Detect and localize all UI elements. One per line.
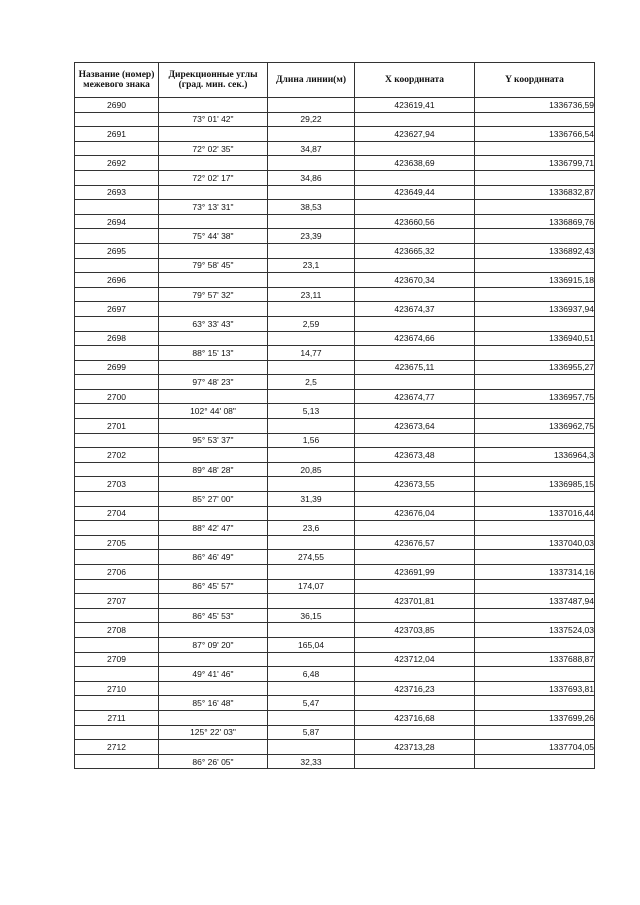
cell-angle: 86° 26' 05" bbox=[159, 754, 268, 769]
cell-point bbox=[75, 112, 159, 127]
cell-x bbox=[355, 170, 475, 185]
cell-x bbox=[355, 696, 475, 711]
cell-y: 1336799,71 bbox=[475, 156, 595, 171]
table-row bbox=[75, 170, 595, 185]
cell-length: 23,1 bbox=[268, 258, 355, 273]
coordinates-table bbox=[74, 62, 595, 769]
cell-x: 423676,57 bbox=[355, 535, 475, 550]
cell-x bbox=[355, 287, 475, 302]
cell-y bbox=[475, 375, 595, 390]
cell-y bbox=[475, 608, 595, 623]
cell-length bbox=[268, 710, 355, 725]
cell-angle bbox=[159, 594, 268, 609]
table-row bbox=[75, 462, 595, 477]
cell-length: 1,56 bbox=[268, 433, 355, 448]
cell-angle bbox=[159, 156, 268, 171]
cell-angle: 87° 09' 20" bbox=[159, 637, 268, 652]
table-row bbox=[75, 185, 595, 200]
cell-x: 423673,55 bbox=[355, 477, 475, 492]
cell-y: 1336962,75 bbox=[475, 419, 595, 434]
table-row bbox=[75, 360, 595, 375]
cell-length: 165,04 bbox=[268, 637, 355, 652]
header-point: Название (номер) межевого знака bbox=[75, 63, 159, 98]
header-angle: Дирекционные углы (град. мин. сек.) bbox=[159, 63, 268, 98]
cell-length: 34,86 bbox=[268, 170, 355, 185]
cell-y bbox=[475, 696, 595, 711]
cell-angle bbox=[159, 535, 268, 550]
cell-length bbox=[268, 389, 355, 404]
cell-y: 1336892,43 bbox=[475, 243, 595, 258]
cell-x bbox=[355, 492, 475, 507]
cell-length: 5,87 bbox=[268, 725, 355, 740]
cell-x: 423675,11 bbox=[355, 360, 475, 375]
cell-x: 423649,44 bbox=[355, 185, 475, 200]
cell-angle: 85° 27' 00" bbox=[159, 492, 268, 507]
cell-point bbox=[75, 316, 159, 331]
cell-point bbox=[75, 170, 159, 185]
cell-y bbox=[475, 200, 595, 215]
cell-x bbox=[355, 346, 475, 361]
cell-length: 20,85 bbox=[268, 462, 355, 477]
cell-length bbox=[268, 127, 355, 142]
table-row bbox=[75, 594, 595, 609]
cell-point: 2709 bbox=[75, 652, 159, 667]
table-row bbox=[75, 652, 595, 667]
cell-y bbox=[475, 462, 595, 477]
cell-length: 23,11 bbox=[268, 287, 355, 302]
cell-length: 174,07 bbox=[268, 579, 355, 594]
cell-y: 1336937,94 bbox=[475, 302, 595, 317]
cell-length: 5,47 bbox=[268, 696, 355, 711]
table-row bbox=[75, 112, 595, 127]
table-row bbox=[75, 200, 595, 215]
cell-point: 2695 bbox=[75, 243, 159, 258]
cell-point: 2699 bbox=[75, 360, 159, 375]
cell-length bbox=[268, 623, 355, 638]
table-row bbox=[75, 477, 595, 492]
cell-y: 1337487,94 bbox=[475, 594, 595, 609]
table-row bbox=[75, 710, 595, 725]
cell-length bbox=[268, 214, 355, 229]
table-row bbox=[75, 521, 595, 536]
cell-length bbox=[268, 535, 355, 550]
cell-point bbox=[75, 696, 159, 711]
cell-x: 423703,85 bbox=[355, 623, 475, 638]
cell-x bbox=[355, 316, 475, 331]
cell-y: 1337704,05 bbox=[475, 740, 595, 755]
cell-y: 1336955,27 bbox=[475, 360, 595, 375]
cell-length bbox=[268, 273, 355, 288]
cell-x: 423713,28 bbox=[355, 740, 475, 755]
cell-point bbox=[75, 492, 159, 507]
cell-angle bbox=[159, 360, 268, 375]
cell-x bbox=[355, 433, 475, 448]
cell-point bbox=[75, 754, 159, 769]
cell-y: 1337314,16 bbox=[475, 565, 595, 580]
cell-length: 31,39 bbox=[268, 492, 355, 507]
cell-point: 2706 bbox=[75, 565, 159, 580]
cell-point bbox=[75, 550, 159, 565]
cell-angle bbox=[159, 652, 268, 667]
cell-point bbox=[75, 141, 159, 156]
cell-angle: 86° 45' 57" bbox=[159, 579, 268, 594]
cell-point bbox=[75, 462, 159, 477]
cell-y: 1337524,03 bbox=[475, 623, 595, 638]
cell-length: 274,55 bbox=[268, 550, 355, 565]
cell-point bbox=[75, 229, 159, 244]
table-row bbox=[75, 448, 595, 463]
cell-y bbox=[475, 141, 595, 156]
cell-angle bbox=[159, 477, 268, 492]
cell-angle bbox=[159, 623, 268, 638]
cell-length: 34,87 bbox=[268, 141, 355, 156]
table-row bbox=[75, 346, 595, 361]
cell-angle: 86° 46' 49" bbox=[159, 550, 268, 565]
cell-y bbox=[475, 433, 595, 448]
cell-y bbox=[475, 579, 595, 594]
cell-length: 2,5 bbox=[268, 375, 355, 390]
cell-x bbox=[355, 404, 475, 419]
cell-y: 1337040,03 bbox=[475, 535, 595, 550]
header-length: Длина линии(м) bbox=[268, 63, 355, 98]
cell-y: 1337688,87 bbox=[475, 652, 595, 667]
cell-angle bbox=[159, 127, 268, 142]
table-row bbox=[75, 419, 595, 434]
cell-point: 2703 bbox=[75, 477, 159, 492]
cell-angle: 86° 45' 53" bbox=[159, 608, 268, 623]
cell-angle bbox=[159, 98, 268, 113]
cell-length bbox=[268, 360, 355, 375]
cell-y: 1336832,87 bbox=[475, 185, 595, 200]
cell-angle: 73° 01' 42" bbox=[159, 112, 268, 127]
cell-angle: 63° 33' 43" bbox=[159, 316, 268, 331]
cell-length bbox=[268, 506, 355, 521]
cell-y bbox=[475, 754, 595, 769]
cell-angle bbox=[159, 331, 268, 346]
cell-angle: 89° 48' 28" bbox=[159, 462, 268, 477]
cell-x: 423619,41 bbox=[355, 98, 475, 113]
table-row bbox=[75, 302, 595, 317]
table-row bbox=[75, 375, 595, 390]
table-row bbox=[75, 550, 595, 565]
cell-x bbox=[355, 462, 475, 477]
cell-y bbox=[475, 316, 595, 331]
cell-angle: 49° 41' 46" bbox=[159, 667, 268, 682]
table-row bbox=[75, 725, 595, 740]
cell-y bbox=[475, 112, 595, 127]
cell-angle: 95° 53' 37" bbox=[159, 433, 268, 448]
table-row bbox=[75, 287, 595, 302]
cell-length: 29,22 bbox=[268, 112, 355, 127]
table-row bbox=[75, 156, 595, 171]
cell-y bbox=[475, 492, 595, 507]
cell-y: 1336940,51 bbox=[475, 331, 595, 346]
cell-y: 1337016,44 bbox=[475, 506, 595, 521]
cell-point: 2705 bbox=[75, 535, 159, 550]
cell-point bbox=[75, 346, 159, 361]
table-row bbox=[75, 433, 595, 448]
cell-angle bbox=[159, 273, 268, 288]
cell-x: 423674,77 bbox=[355, 389, 475, 404]
cell-point: 2701 bbox=[75, 419, 159, 434]
cell-y: 1337699,26 bbox=[475, 710, 595, 725]
cell-angle bbox=[159, 506, 268, 521]
cell-angle: 79° 58' 45" bbox=[159, 258, 268, 273]
table-body bbox=[75, 98, 595, 769]
cell-y bbox=[475, 346, 595, 361]
cell-length: 6,48 bbox=[268, 667, 355, 682]
cell-point bbox=[75, 637, 159, 652]
cell-length bbox=[268, 185, 355, 200]
cell-y: 1336915,18 bbox=[475, 273, 595, 288]
cell-x bbox=[355, 667, 475, 682]
table-row bbox=[75, 667, 595, 682]
cell-x: 423673,64 bbox=[355, 419, 475, 434]
cell-point: 2704 bbox=[75, 506, 159, 521]
cell-point: 2694 bbox=[75, 214, 159, 229]
cell-length bbox=[268, 331, 355, 346]
cell-point: 2697 bbox=[75, 302, 159, 317]
table-row bbox=[75, 331, 595, 346]
cell-x bbox=[355, 200, 475, 215]
table-row bbox=[75, 214, 595, 229]
cell-angle: 88° 42' 47" bbox=[159, 521, 268, 536]
cell-point: 2692 bbox=[75, 156, 159, 171]
cell-y bbox=[475, 170, 595, 185]
cell-length bbox=[268, 740, 355, 755]
cell-x bbox=[355, 229, 475, 244]
cell-x: 423676,04 bbox=[355, 506, 475, 521]
cell-x: 423665,32 bbox=[355, 243, 475, 258]
cell-angle bbox=[159, 389, 268, 404]
cell-angle bbox=[159, 448, 268, 463]
cell-angle bbox=[159, 419, 268, 434]
cell-y bbox=[475, 667, 595, 682]
cell-x: 423701,81 bbox=[355, 594, 475, 609]
cell-x bbox=[355, 141, 475, 156]
cell-angle bbox=[159, 302, 268, 317]
cell-point: 2691 bbox=[75, 127, 159, 142]
cell-length: 23,6 bbox=[268, 521, 355, 536]
cell-point bbox=[75, 258, 159, 273]
cell-y bbox=[475, 550, 595, 565]
cell-point bbox=[75, 433, 159, 448]
table-row bbox=[75, 273, 595, 288]
cell-length: 5,13 bbox=[268, 404, 355, 419]
table-row bbox=[75, 506, 595, 521]
cell-angle: 102° 44' 08" bbox=[159, 404, 268, 419]
cell-x bbox=[355, 112, 475, 127]
cell-length bbox=[268, 448, 355, 463]
cell-y: 1336869,76 bbox=[475, 214, 595, 229]
cell-x: 423660,56 bbox=[355, 214, 475, 229]
cell-angle: 79° 57' 32" bbox=[159, 287, 268, 302]
cell-length bbox=[268, 419, 355, 434]
cell-point: 2712 bbox=[75, 740, 159, 755]
cell-length: 38,53 bbox=[268, 200, 355, 215]
cell-point: 2710 bbox=[75, 681, 159, 696]
cell-length bbox=[268, 681, 355, 696]
cell-y bbox=[475, 287, 595, 302]
cell-length: 14,77 bbox=[268, 346, 355, 361]
cell-point bbox=[75, 608, 159, 623]
header-row bbox=[75, 63, 595, 98]
cell-x bbox=[355, 550, 475, 565]
cell-length: 2,59 bbox=[268, 316, 355, 331]
table-row bbox=[75, 754, 595, 769]
table-row bbox=[75, 98, 595, 113]
cell-point: 2698 bbox=[75, 331, 159, 346]
cell-x: 423691,99 bbox=[355, 565, 475, 580]
cell-x bbox=[355, 521, 475, 536]
cell-angle bbox=[159, 565, 268, 580]
header-y: Y координата bbox=[475, 63, 595, 98]
cell-point bbox=[75, 725, 159, 740]
cell-angle: 73° 13' 31" bbox=[159, 200, 268, 215]
cell-x bbox=[355, 258, 475, 273]
cell-point: 2707 bbox=[75, 594, 159, 609]
cell-x bbox=[355, 637, 475, 652]
table-row bbox=[75, 623, 595, 638]
cell-point bbox=[75, 579, 159, 594]
cell-point: 2696 bbox=[75, 273, 159, 288]
table-row bbox=[75, 229, 595, 244]
cell-point bbox=[75, 404, 159, 419]
cell-point: 2702 bbox=[75, 448, 159, 463]
table-row bbox=[75, 243, 595, 258]
cell-y bbox=[475, 725, 595, 740]
table-row bbox=[75, 535, 595, 550]
table-row bbox=[75, 492, 595, 507]
table-row bbox=[75, 740, 595, 755]
cell-angle: 72° 02' 35" bbox=[159, 141, 268, 156]
cell-angle: 72° 02' 17" bbox=[159, 170, 268, 185]
cell-length bbox=[268, 594, 355, 609]
cell-point: 2690 bbox=[75, 98, 159, 113]
cell-y: 1336736,59 bbox=[475, 98, 595, 113]
cell-x: 423673,48 bbox=[355, 448, 475, 463]
cell-angle bbox=[159, 185, 268, 200]
table-row bbox=[75, 696, 595, 711]
cell-x: 423674,37 bbox=[355, 302, 475, 317]
cell-angle bbox=[159, 740, 268, 755]
cell-x bbox=[355, 579, 475, 594]
cell-point bbox=[75, 667, 159, 682]
cell-length bbox=[268, 477, 355, 492]
cell-angle bbox=[159, 710, 268, 725]
cell-length bbox=[268, 243, 355, 258]
cell-point bbox=[75, 375, 159, 390]
cell-angle: 125° 22' 03" bbox=[159, 725, 268, 740]
cell-point: 2711 bbox=[75, 710, 159, 725]
cell-length bbox=[268, 156, 355, 171]
cell-length bbox=[268, 302, 355, 317]
cell-length: 23,39 bbox=[268, 229, 355, 244]
table-row bbox=[75, 258, 595, 273]
cell-point bbox=[75, 200, 159, 215]
cell-y: 1336766,54 bbox=[475, 127, 595, 142]
cell-point bbox=[75, 521, 159, 536]
cell-length: 32,33 bbox=[268, 754, 355, 769]
table-row bbox=[75, 579, 595, 594]
cell-angle bbox=[159, 681, 268, 696]
table-header bbox=[75, 63, 595, 98]
cell-x: 423627,94 bbox=[355, 127, 475, 142]
cell-y bbox=[475, 404, 595, 419]
cell-x: 423716,68 bbox=[355, 710, 475, 725]
cell-angle bbox=[159, 214, 268, 229]
cell-point: 2693 bbox=[75, 185, 159, 200]
cell-y bbox=[475, 521, 595, 536]
table-row bbox=[75, 141, 595, 156]
cell-y: 1336964,3 bbox=[475, 448, 595, 463]
cell-y bbox=[475, 229, 595, 244]
table-row bbox=[75, 389, 595, 404]
table-row bbox=[75, 404, 595, 419]
cell-y bbox=[475, 258, 595, 273]
cell-x bbox=[355, 754, 475, 769]
table-row bbox=[75, 608, 595, 623]
cell-length bbox=[268, 98, 355, 113]
cell-x bbox=[355, 608, 475, 623]
table-row bbox=[75, 127, 595, 142]
cell-length bbox=[268, 565, 355, 580]
cell-angle bbox=[159, 243, 268, 258]
cell-y bbox=[475, 637, 595, 652]
cell-point bbox=[75, 287, 159, 302]
header-x: X координата bbox=[355, 63, 475, 98]
table-row bbox=[75, 637, 595, 652]
cell-x: 423670,34 bbox=[355, 273, 475, 288]
cell-point: 2708 bbox=[75, 623, 159, 638]
cell-y: 1336957,75 bbox=[475, 389, 595, 404]
cell-point: 2700 bbox=[75, 389, 159, 404]
cell-angle: 85° 16' 48" bbox=[159, 696, 268, 711]
cell-y: 1337693,81 bbox=[475, 681, 595, 696]
cell-x: 423712,04 bbox=[355, 652, 475, 667]
cell-x: 423638,69 bbox=[355, 156, 475, 171]
cell-y: 1336985,15 bbox=[475, 477, 595, 492]
table-row bbox=[75, 565, 595, 580]
cell-angle: 75° 44' 38" bbox=[159, 229, 268, 244]
table-row bbox=[75, 681, 595, 696]
table-row bbox=[75, 316, 595, 331]
cell-x bbox=[355, 375, 475, 390]
cell-angle: 88° 15' 13" bbox=[159, 346, 268, 361]
cell-angle: 97° 48' 23" bbox=[159, 375, 268, 390]
cell-length bbox=[268, 652, 355, 667]
cell-length: 36,15 bbox=[268, 608, 355, 623]
cell-x: 423674,66 bbox=[355, 331, 475, 346]
cell-x: 423716,23 bbox=[355, 681, 475, 696]
cell-x bbox=[355, 725, 475, 740]
